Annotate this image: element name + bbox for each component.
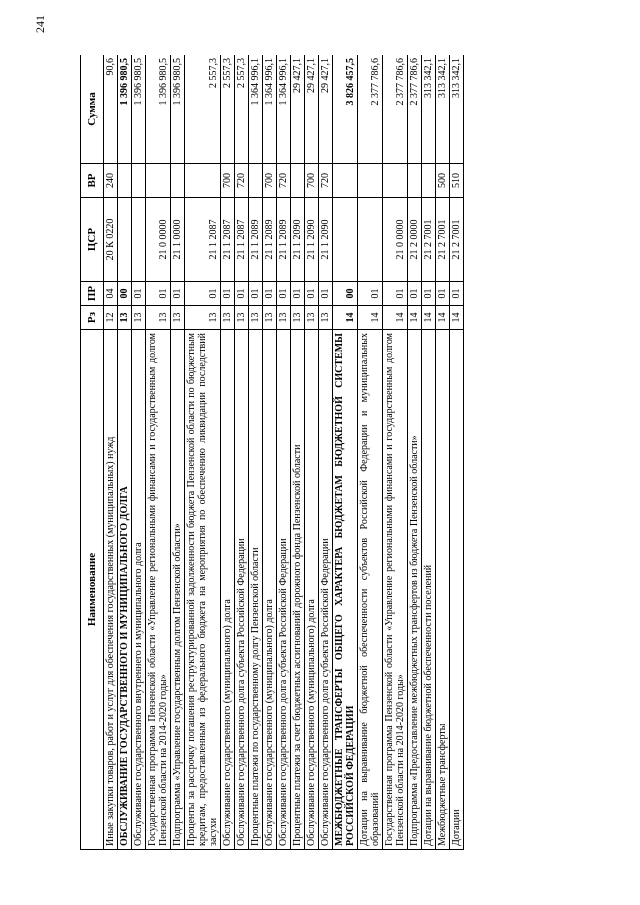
cell-pr: 00 [118,282,132,306]
cell-csr: 21 1 2090 [291,198,305,282]
cell-pr: 01 [358,282,383,306]
cell-name: Обслуживание государственного долга субъекта Российской Федерации [319,330,333,850]
table-row [235,55,249,850]
header-csr: ЦСР [81,198,104,282]
cell-name: Обслуживание государственного внутреннего и муниципального долга [132,330,146,850]
cell-name: Процентные платежи по государственному долгу Пензенской области [249,330,263,850]
cell-sum: 1 396 980,5 [132,55,146,164]
table-frame [80,55,560,850]
cell-pr: 04 [104,282,118,306]
table-row [358,55,383,850]
cell-sum: 2 377 786,6 [383,55,408,164]
cell-name: Проценты за рассрочку погашения реструктурированной задолженности бюджета Пензенской области по бюджетным кредитам, предоставленным из федерального бюджета на мероприятия по обеспечению ликвидации последствий засухи [185,330,221,850]
cell-name: Межбюджетные трансферты [436,330,450,850]
cell-vr [422,164,436,198]
table-row [291,55,305,850]
table-row [422,55,436,850]
cell-sum: 2 557,3 [235,55,249,164]
cell-rz: 14 [436,306,450,330]
cell-pr: 01 [171,282,185,306]
cell-sum: 29 427,1 [319,55,333,164]
cell-rz: 13 [185,306,221,330]
cell-csr: 21 2 7001 [450,198,464,282]
cell-pr: 01 [146,282,171,306]
cell-pr: 01 [221,282,235,306]
cell-vr [171,164,185,198]
cell-rz: 13 [132,306,146,330]
cell-name: Дотации на выравнивание бюджетной обеспеченности поселений [422,330,436,850]
cell-pr: 01 [305,282,319,306]
cell-rz: 13 [319,306,333,330]
cell-csr: 21 0 0000 [146,198,171,282]
cell-csr: 21 1 2087 [185,198,221,282]
table-row [132,55,146,850]
page-number-text: 241 [33,15,47,33]
cell-csr [132,198,146,282]
cell-vr: 700 [221,164,235,198]
cell-name: Дотации на выравнивание бюджетной обеспеченности субъектов Российской Федерации и муниципальных образований [358,330,383,850]
cell-vr [146,164,171,198]
cell-sum: 2 557,3 [185,55,221,164]
table-row [104,55,118,850]
cell-name: ОБСЛУЖИВАНИЕ ГОСУДАРСТВЕННОГО И МУНИЦИПАЛЬНОГО ДОЛГА [118,330,132,850]
cell-rz: 14 [450,306,464,330]
cell-vr [333,164,358,198]
cell-sum: 313 342,1 [436,55,450,164]
cell-name: Обслуживание государственного долга субъекта Российской Федерации [277,330,291,850]
cell-sum: 1 396 980,5 [146,55,171,164]
cell-rz: 13 [277,306,291,330]
cell-vr: 720 [319,164,333,198]
table-row [305,55,319,850]
cell-csr: 21 1 2089 [263,198,277,282]
cell-name: Иные закупки товаров, работ и услуг для обеспечения государственных (муниципальных) нужд [104,330,118,850]
cell-csr: 21 1 2087 [235,198,249,282]
table-row [263,55,277,850]
cell-csr: 21 1 2087 [221,198,235,282]
cell-vr [132,164,146,198]
cell-name: Дотации [450,330,464,850]
table-row [436,55,450,850]
cell-rz: 14 [333,306,358,330]
cell-rz: 13 [263,306,277,330]
cell-vr [291,164,305,198]
cell-vr [118,164,132,198]
cell-rz: 14 [408,306,422,330]
table-header-row [81,55,104,850]
cell-csr: 21 1 2090 [319,198,333,282]
cell-sum: 1 396 980,5 [118,55,132,164]
cell-csr: 21 2 7001 [436,198,450,282]
cell-rz: 13 [171,306,185,330]
table-row [249,55,263,850]
header-name: Наименование [81,330,104,850]
table-row [146,55,171,850]
cell-rz: 14 [358,306,383,330]
cell-sum: 313 342,1 [450,55,464,164]
cell-vr [383,164,408,198]
cell-pr: 01 [383,282,408,306]
cell-rz: 14 [383,306,408,330]
cell-rz: 14 [422,306,436,330]
cell-name: Обслуживание государственного (муниципального) долга [305,330,319,850]
cell-sum: 29 427,1 [291,55,305,164]
cell-rz: 12 [104,306,118,330]
cell-pr: 01 [408,282,422,306]
cell-pr: 01 [249,282,263,306]
table-row [118,55,132,850]
table-row [383,55,408,850]
cell-rz: 13 [291,306,305,330]
table-row [450,55,464,850]
cell-pr: 01 [132,282,146,306]
cell-sum: 1 364 996,1 [277,55,291,164]
page-number [30,15,50,33]
cell-name: Государственная программа Пензенской области «Управление региональными финансами и государственным долгом Пензенской области на 2014-2020 годы» [383,330,408,850]
cell-csr: 21 2 0000 [408,198,422,282]
cell-name: Обслуживание государственного долга субъекта Российской Федерации [235,330,249,850]
cell-sum: 29 427,1 [305,55,319,164]
cell-rz: 13 [235,306,249,330]
cell-name: Подпрограмма «Управление государственным долгом Пензенской области» [171,330,185,850]
table-row [408,55,422,850]
cell-csr: 21 1 0000 [171,198,185,282]
cell-name: МЕЖБЮДЖЕТНЫЕ ТРАНСФЕРТЫ ОБЩЕГО ХАРАКТЕРА БЮДЖЕТАМ БЮДЖЕТНОЙ СИСТЕМЫ РОССИЙСКОЙ ФЕДЕРАЦИИ [333,330,358,850]
header-pr: ПР [81,282,104,306]
cell-pr: 01 [291,282,305,306]
cell-csr: 21 1 2089 [249,198,263,282]
cell-vr: 720 [235,164,249,198]
cell-csr [118,198,132,282]
cell-csr: 21 1 2090 [305,198,319,282]
cell-name: Обслуживание государственного (муниципального) долга [221,330,235,850]
cell-rz: 13 [118,306,132,330]
cell-sum: 1 364 996,1 [249,55,263,164]
cell-name: Процентные платежи за счет бюджетных ассигнований дорожного фонда Пензенской области [291,330,305,850]
cell-sum: 313 342,1 [422,55,436,164]
cell-csr: 21 2 7001 [422,198,436,282]
cell-csr: 21 0 0000 [383,198,408,282]
cell-sum: 2 557,3 [221,55,235,164]
cell-csr [333,198,358,282]
cell-vr: 510 [450,164,464,198]
budget-table [80,55,464,850]
header-sum: Сумма [81,55,104,164]
cell-pr: 01 [422,282,436,306]
cell-sum: 1 396 980,5 [171,55,185,164]
table-row [319,55,333,850]
cell-pr: 01 [319,282,333,306]
cell-vr [408,164,422,198]
cell-sum: 90,6 [104,55,118,164]
table-row [333,55,358,850]
cell-vr: 500 [436,164,450,198]
table-row [171,55,185,850]
cell-vr: 720 [277,164,291,198]
cell-sum: 2 377 786,6 [408,55,422,164]
cell-pr: 01 [277,282,291,306]
cell-pr: 01 [185,282,221,306]
cell-csr: 21 1 2089 [277,198,291,282]
cell-rz: 13 [305,306,319,330]
cell-pr: 01 [263,282,277,306]
header-rz: Рз [81,306,104,330]
cell-csr: 20 К 0220 [104,198,118,282]
cell-csr [358,198,383,282]
rotated-table-container [80,55,560,850]
cell-vr: 240 [104,164,118,198]
cell-name: Государственная программа Пензенской области «Управление региональными финансами и государственным долгом Пензенской области на 2014-2020 годы» [146,330,171,850]
table-row [185,55,221,850]
cell-vr: 700 [305,164,319,198]
cell-rz: 13 [221,306,235,330]
cell-sum: 1 364 996,1 [263,55,277,164]
cell-sum: 3 826 457,5 [333,55,358,164]
table-row [277,55,291,850]
cell-sum: 2 377 786,6 [358,55,383,164]
cell-pr: 01 [235,282,249,306]
table-body [104,55,464,850]
cell-vr: 700 [263,164,277,198]
cell-name: Подпрограмма «Предоставление межбюджетных трансфертов из бюджета Пензенской области» [408,330,422,850]
cell-vr [249,164,263,198]
cell-name: Обслуживание государственного (муниципального) долга [263,330,277,850]
cell-rz: 13 [249,306,263,330]
cell-pr: 00 [333,282,358,306]
cell-vr [358,164,383,198]
header-vr: ВР [81,164,104,198]
cell-vr [185,164,221,198]
table-row [221,55,235,850]
cell-rz: 13 [146,306,171,330]
cell-pr: 01 [450,282,464,306]
cell-pr: 01 [436,282,450,306]
